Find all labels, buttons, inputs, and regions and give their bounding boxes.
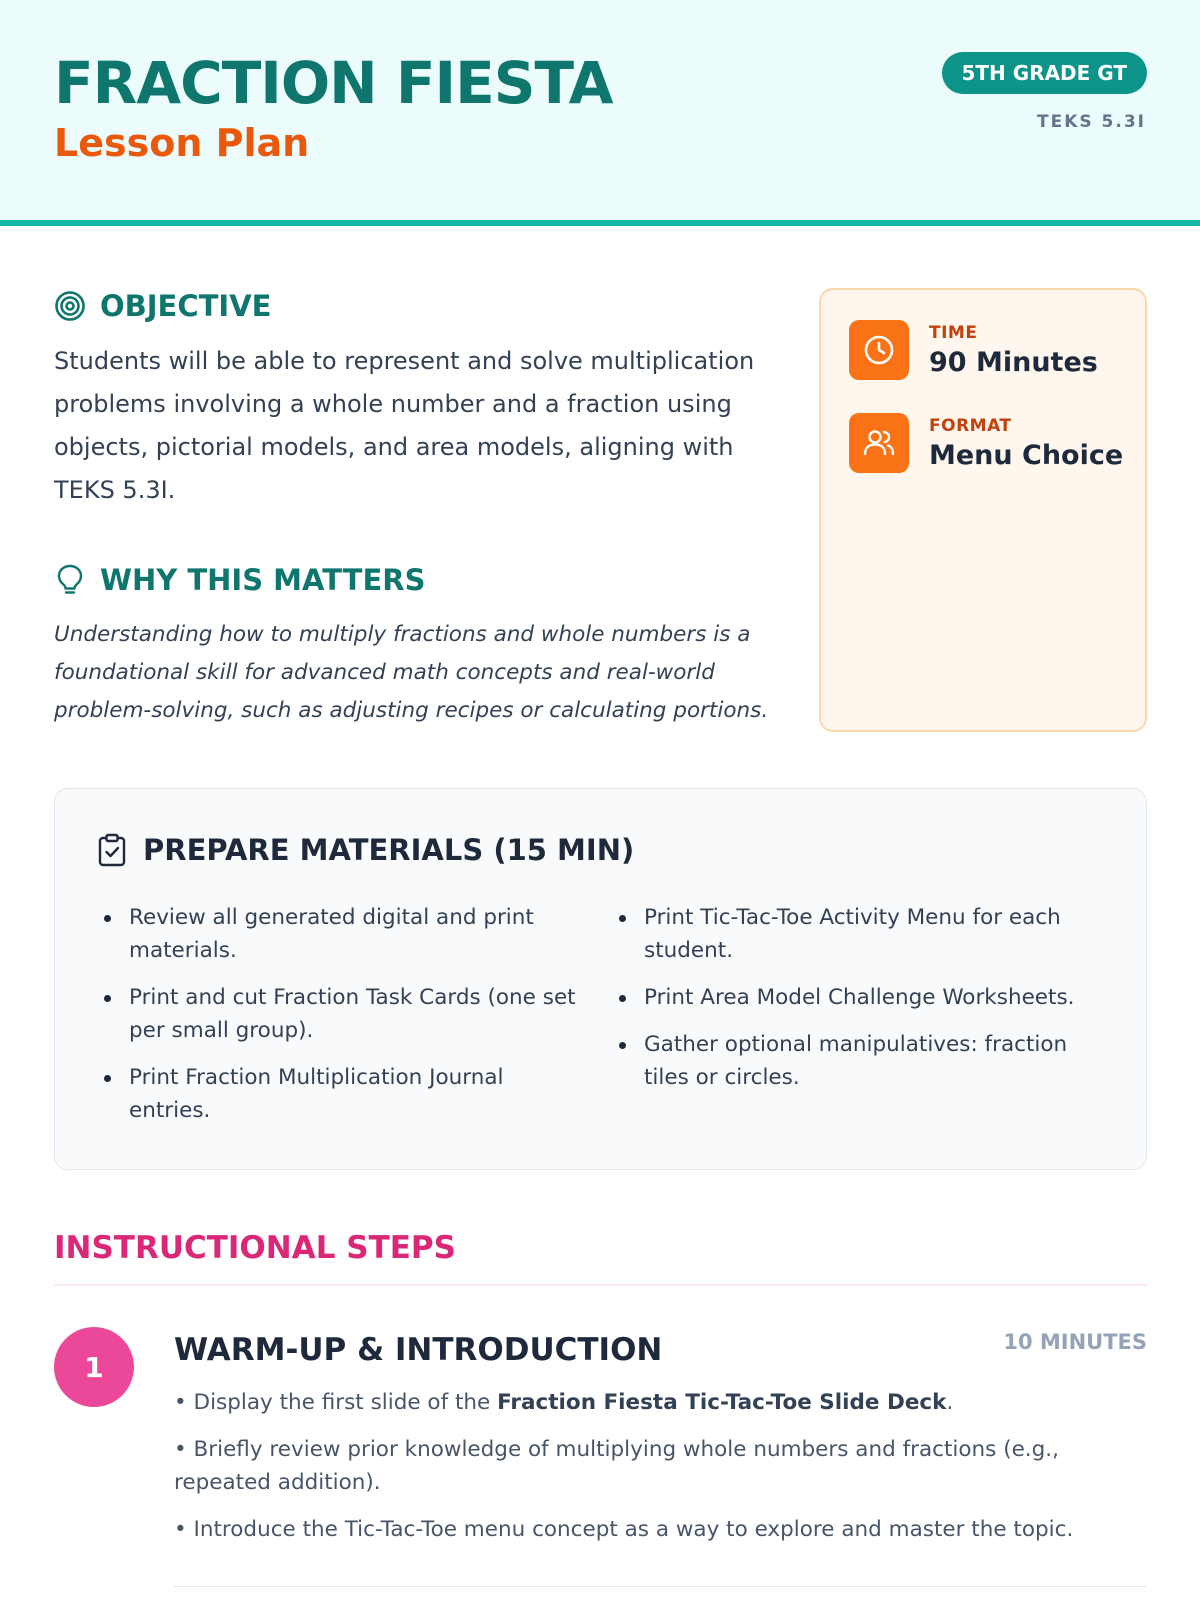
objective-heading-text: OBJECTIVE bbox=[100, 289, 272, 323]
why-heading bbox=[54, 562, 426, 598]
target-icon bbox=[54, 290, 86, 322]
list-item: Print and cut Fraction Task Cards (one set per small group). bbox=[99, 981, 579, 1047]
divider bbox=[54, 1284, 1147, 1286]
list-item: Print Fraction Multiplication Journal entries. bbox=[99, 1061, 579, 1127]
step-title: WARM-UP & INTRODUCTION bbox=[174, 1332, 663, 1368]
clock-icon bbox=[849, 320, 909, 380]
users-icon bbox=[849, 413, 909, 473]
divider bbox=[174, 1586, 1146, 1587]
step-bullet: • Display the first slide of the Fraction Fiesta Tic-Tac-Toe Slide Deck. bbox=[174, 1390, 954, 1415]
list-item: Gather optional manipulatives: fraction tiles or circles. bbox=[614, 1028, 1094, 1094]
why-heading-text: WHY THIS MATTERS bbox=[100, 563, 426, 597]
step-number-badge: 1 bbox=[54, 1327, 134, 1407]
materials-list-left bbox=[99, 901, 579, 1141]
time-label: TIME bbox=[929, 322, 978, 343]
step-duration: 10 MINUTES bbox=[1003, 1330, 1147, 1354]
format-label: FORMAT bbox=[929, 415, 1012, 436]
page-subtitle: Lesson Plan bbox=[54, 121, 310, 165]
page-header bbox=[0, 0, 1200, 226]
format-value: Menu Choice bbox=[929, 439, 1124, 471]
time-value: 90 Minutes bbox=[929, 346, 1098, 378]
format-row bbox=[849, 413, 1123, 473]
objective-text: Students will be able to represent and solve multiplication problems involving a whole number and a fraction using objects, pictorial models, and area models, aligning with TEKS 5.3I. bbox=[54, 347, 755, 504]
page-title: FRACTION FIESTA bbox=[54, 49, 613, 117]
time-row bbox=[849, 320, 1098, 380]
list-item: Print Tic-Tac-Toe Activity Menu for each student. bbox=[614, 901, 1094, 967]
step-bullet: • Introduce the Tic-Tac-Toe menu concept as a way to explore and master the topic. bbox=[174, 1517, 1074, 1542]
materials-heading-text: PREPARE MATERIALS (15 MIN) bbox=[143, 833, 635, 867]
lightbulb-icon bbox=[54, 562, 86, 598]
grade-badge: 5TH GRADE GT bbox=[942, 52, 1148, 94]
list-item: Review all generated digital and print materials. bbox=[99, 901, 579, 967]
materials-card bbox=[54, 788, 1147, 1170]
materials-heading bbox=[97, 833, 634, 867]
lesson-meta-card bbox=[819, 288, 1147, 732]
list-item: Print Area Model Challenge Worksheets. bbox=[614, 981, 1094, 1014]
objective-heading bbox=[54, 289, 271, 323]
teks-code: TEKS 5.3I bbox=[1037, 112, 1146, 132]
steps-heading: INSTRUCTIONAL STEPS bbox=[54, 1230, 456, 1266]
why-text: Understanding how to multiply fractions and whole numbers is a foundational skill for advanced math concepts and real-world problem-solving, such as adjusting recipes or calculating portions. bbox=[54, 622, 769, 723]
step-bullet: • Briefly review prior knowledge of multiplying whole numbers and fractions (e.g., repeated addition). bbox=[174, 1437, 1059, 1495]
materials-list-right bbox=[614, 901, 1094, 1108]
step-bullets bbox=[174, 1386, 1146, 1560]
clipboard-check-icon bbox=[97, 833, 127, 867]
